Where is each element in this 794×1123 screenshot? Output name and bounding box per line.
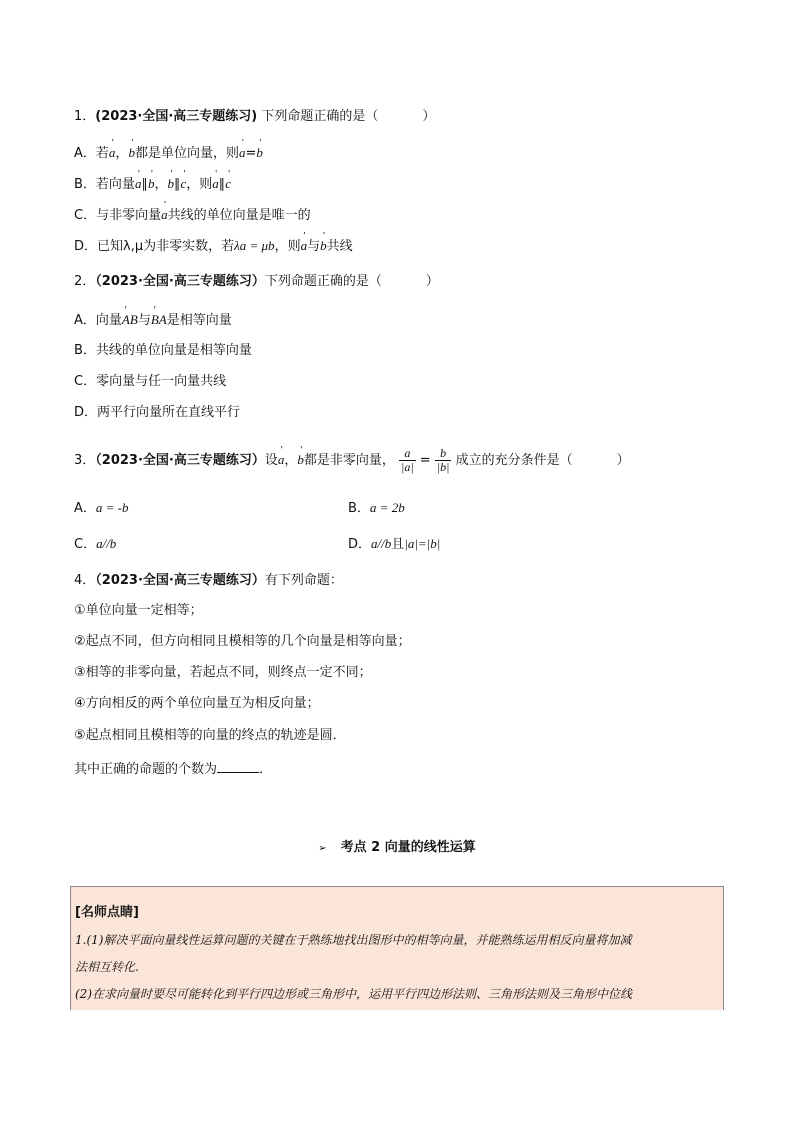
answer-blank[interactable] [217, 758, 259, 773]
q3-option-b[interactable]: B．a = 2b [348, 500, 405, 516]
tip-line-1: 1.(1)解决平面向量线性运算问题的关键在于熟练地找出图形中的相等向量，并能熟练运用相反向量将加减 [75, 933, 632, 947]
q4-item-5: ⑤起点相同且模相等的向量的终点的轨迹是圆． [74, 728, 346, 743]
q4-item-1: ①单位向量一定相等； [74, 603, 203, 618]
q1-stem: 下列命题正确的是（ [261, 109, 379, 124]
q2-paren-close: ） [425, 274, 439, 289]
q1-option-a[interactable]: A．若' a，' b都是单位向量，则' a=' b [74, 144, 263, 163]
q1-source: (2023·全国·高三专题练习) [95, 109, 258, 124]
q4-item-3: ③相等的非零向量，若起点不同，则终点一定不同； [74, 665, 372, 680]
arrow-bullet-icon: ➢ [318, 843, 327, 854]
q1-header [74, 108, 435, 126]
q2-option-d[interactable]: D．两平行向量所在直线平行 [74, 405, 241, 420]
q1-number: 1． [74, 109, 96, 124]
section-title-text: 考点 2 向量的线性运算 [340, 840, 476, 855]
tip-box [70, 886, 724, 1010]
tip-line-3: (2)在求向量时要尽可能转化到平行四边形或三角形中，运用平行四边形法则、三角形法则及三角形中位线 [75, 987, 633, 1001]
q1-paren-close: ） [422, 109, 436, 124]
q4-item-4: ④方向相反的两个单位向量互为相反向量； [74, 696, 320, 711]
q2-option-c[interactable]: C．零向量与任一向量共线 [74, 374, 227, 389]
q2-option-b[interactable]: B．共线的单位向量是相等向量 [74, 343, 252, 358]
q2-number: 2． [74, 274, 96, 289]
q1-option-b[interactable]: B．若向量' a∥' b，' b∥' c，则' a∥' c [74, 175, 231, 194]
tip-title: [名师点睛] [75, 905, 139, 920]
q1-option-d[interactable]: D．已知λ,μ为非零实数，若λa = μb，则' a与' b共线 [74, 237, 353, 256]
q4-answer-line: 其中正确的命题的个数为 ． [74, 758, 272, 779]
q3-option-d[interactable]: D．a//b且|a|=|b| [348, 536, 441, 552]
q1-option-c[interactable]: C．与非零向量' a共线的单位向量是唯一的 [74, 206, 311, 225]
q3-fraction-b: $\frac{b}{|b|}$ [436, 446, 450, 474]
section-heading [0, 836, 794, 855]
q2-source: （2023·全国·高三专题练习） [95, 274, 265, 289]
q4-item-2: ②起点不同，但方向相同且模相等的几个向量是相等向量； [74, 634, 411, 649]
q3-header: 3．（2023·全国·高三专题练习）设' a，' b都是非零向量， $\frac{a}{|a|}$ = $\frac{b}{|b|}$ 成立的充分条件是（ ） [74, 442, 630, 479]
q3-fraction-a: $\frac{a}{|a|}$ [401, 446, 414, 474]
q4-header: 4．（2023·全国·高三专题练习）有下列命题： [74, 573, 343, 588]
tip-line-2: 法相互转化. [75, 960, 139, 974]
q3-option-a[interactable]: A．a = -b [74, 500, 129, 516]
q2-header [74, 273, 439, 291]
q3-option-c[interactable]: C．a//b [74, 536, 117, 552]
q2-stem: 下列命题正确的是（ [264, 274, 382, 289]
q2-option-a[interactable]: A．向量' AB与' BA是相等向量 [74, 311, 232, 330]
